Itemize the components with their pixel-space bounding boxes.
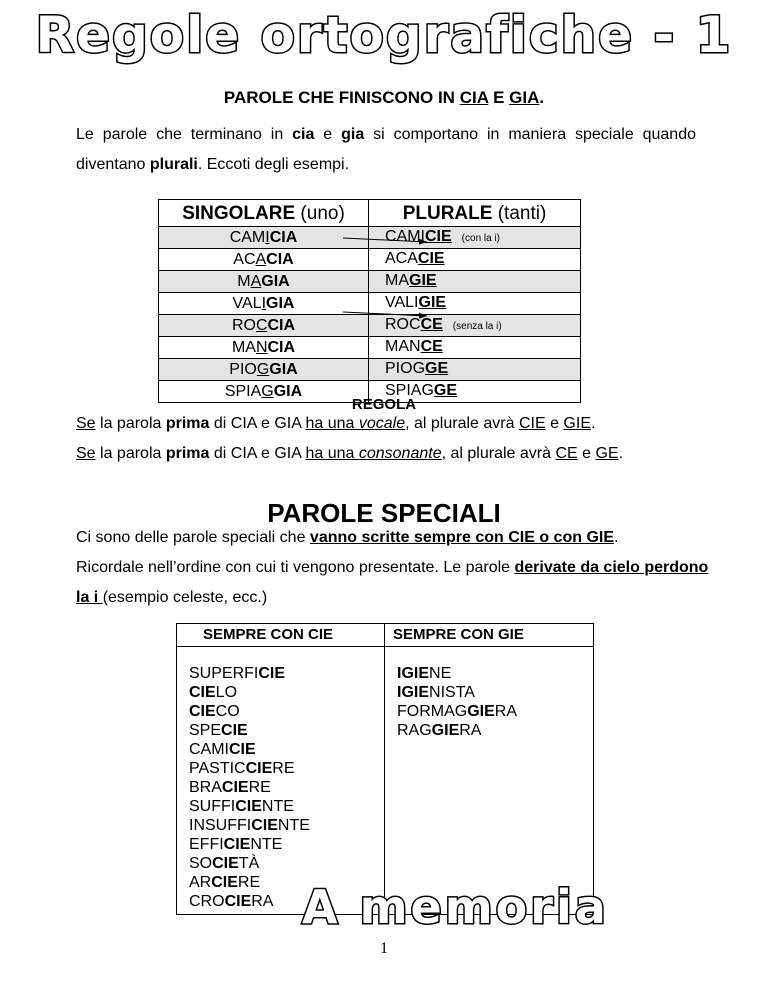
- special-paragraph: Ci sono delle parole speciali che vanno scritte sempre con CIE o con GIE. Ricordale nell’ordine con cui ti vengono presentate. Le parole derivate da cielo perdono la i (esempio celeste, ecc.): [76, 529, 709, 606]
- a-memoria-label: A memoria: [302, 880, 609, 934]
- rule-title: REGOLA: [351, 396, 417, 413]
- list-item: RAGGIERA: [397, 722, 482, 739]
- list-item: CAMICIE: [189, 741, 256, 758]
- plural-word: SPIAGGE: [369, 381, 581, 403]
- list-item: IGIENISTA: [397, 684, 475, 701]
- cie-word-list: [189, 664, 310, 911]
- rule-line-consonant: Se la parola prima di CIA e GIA ha una consonante, al plurale avrà CE e GE.: [76, 445, 624, 462]
- plural-word: VALIGIE: [369, 293, 581, 315]
- list-item: FORMAGGIERA: [397, 703, 518, 720]
- intro-paragraph: Le parole che terminano in cia e gia si comportano in maniera speciale quando diventano plurali. Eccoti degli esempi.: [76, 126, 697, 173]
- singular-word: MANCIA: [159, 337, 369, 359]
- plural-word: CAMICIE (con la i): [369, 227, 581, 249]
- header-plurale: PLURALE (tanti): [369, 200, 581, 227]
- table-row: [159, 337, 581, 359]
- singular-word: SPIAGGIA: [159, 381, 369, 403]
- header-singolare: SINGOLARE (uno): [159, 200, 369, 227]
- page-title: Regole ortografiche - 1: [35, 6, 733, 64]
- page-number: 1: [380, 940, 388, 957]
- list-item: CIELO: [189, 684, 238, 701]
- singular-word: ACACIA: [159, 249, 369, 271]
- header-sempre-cie: SEMPRE CON CIE: [203, 626, 334, 643]
- list-item: PASTICCIERE: [189, 760, 295, 777]
- singular-word: PIOGGIA: [159, 359, 369, 381]
- list-item: SUPERFICIE: [189, 665, 286, 682]
- list-item: SOCIETÀ: [189, 855, 260, 872]
- list-item: BRACIERE: [189, 779, 271, 796]
- list-item: CIECO: [189, 703, 240, 720]
- singular-word: VALIGIA: [159, 293, 369, 315]
- list-item: SPECIE: [189, 722, 248, 739]
- list-item: ARCIERE: [189, 874, 261, 891]
- gie-word-list: [397, 664, 517, 740]
- header-sempre-gie: SEMPRE CON GIE: [393, 626, 524, 643]
- plural-word: PIOGGE: [369, 359, 581, 381]
- plural-word: ACACIE: [369, 249, 581, 271]
- list-item: SUFFICIENTE: [189, 798, 294, 815]
- section-subtitle: PAROLE CHE FINISCONO IN CIA E GIA.: [223, 88, 545, 107]
- list-item: INSUFFICIENTE: [189, 817, 310, 834]
- list-item: IGIENE: [397, 665, 452, 682]
- special-words-table: [176, 623, 594, 915]
- singular-word: ROCCIA: [159, 315, 369, 337]
- plural-word: MANCE: [369, 337, 581, 359]
- plural-word: ROCCE (senza la i): [369, 315, 581, 337]
- list-item: CROCIERA: [189, 893, 274, 910]
- rule-line-vowel: Se la parola prima di CIA e GIA ha una vocale, al plurale avrà CIE e GIE.: [76, 415, 596, 432]
- special-words-heading: PAROLE SPECIALI: [267, 498, 501, 528]
- table-row: [159, 359, 581, 381]
- arrow-icon: [343, 312, 427, 316]
- plural-word: MAGIE: [369, 271, 581, 293]
- singular-word: CAMICIA: [159, 227, 369, 249]
- list-item: EFFICIENTE: [189, 836, 283, 853]
- singular-word: MAGIA: [159, 271, 369, 293]
- arrow-connectors: [335, 232, 435, 322]
- arrow-icon: [343, 238, 427, 242]
